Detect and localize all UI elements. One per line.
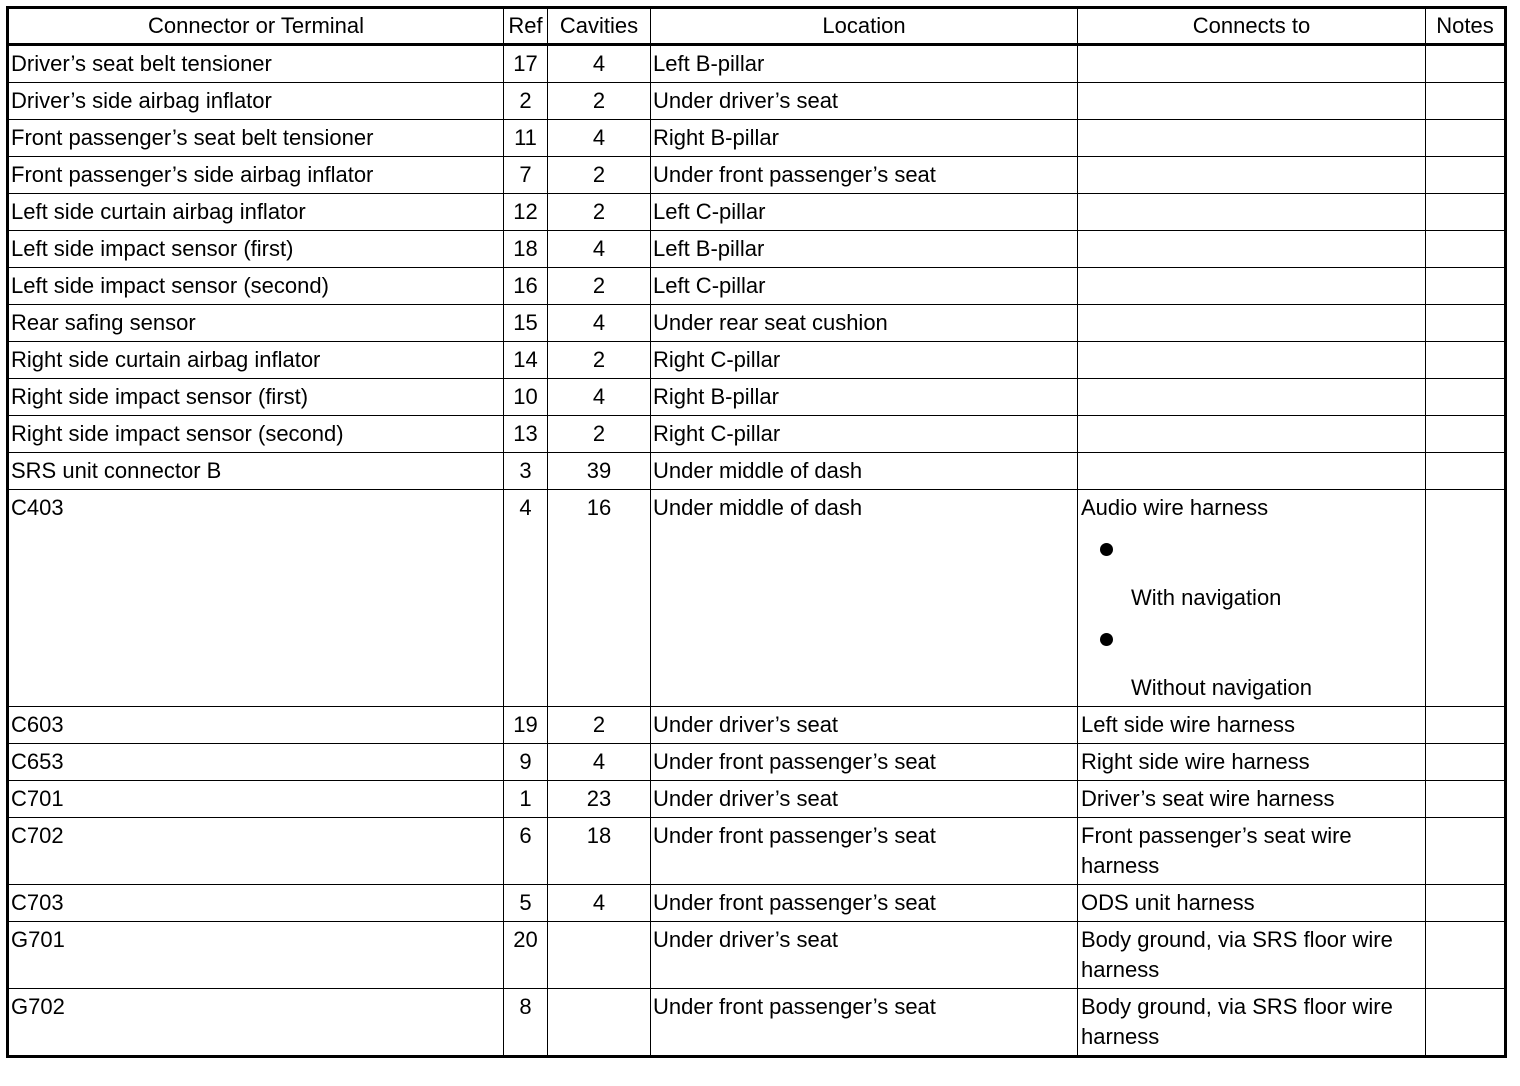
cell-ref: 2 [504,83,548,120]
cell-connector: Driver’s seat belt tensioner [8,45,504,83]
cell-location: Left C-pillar [651,194,1078,231]
cell-ref: 17 [504,45,548,83]
cell-ref: 16 [504,268,548,305]
cell-connector: C603 [8,707,504,744]
cell-notes [1426,120,1506,157]
cell-notes [1426,231,1506,268]
bullet-item [1081,633,1423,703]
cell-notes [1426,885,1506,922]
cell-notes [1426,305,1506,342]
cell-location: Under driver’s seat [651,922,1078,989]
cell-connects-to [1078,268,1426,305]
table-row [8,416,1506,453]
table-row [8,157,1506,194]
cell-cavities: 2 [548,268,651,305]
table-row [8,707,1506,744]
cell-ref: 4 [504,490,548,707]
cell-connects-to: Right side wire harness [1078,744,1426,781]
cell-connector: C701 [8,781,504,818]
cell-location: Under driver’s seat [651,707,1078,744]
cell-location: Right B-pillar [651,379,1078,416]
cell-ref: 15 [504,305,548,342]
table-row [8,305,1506,342]
cell-connects-to: Body ground, via SRS floor wire harness [1078,989,1426,1057]
cell-cavities: 4 [548,45,651,83]
cell-connector: Left side impact sensor (second) [8,268,504,305]
bullet-icon [1100,633,1113,646]
cell-location: Under driver’s seat [651,781,1078,818]
cell-connects-to [1078,194,1426,231]
cell-location: Left B-pillar [651,45,1078,83]
connects-to-text: Audio wire harness [1081,495,1269,520]
cell-connector: C653 [8,744,504,781]
cell-connector: C403 [8,490,504,707]
cell-cavities: 16 [548,490,651,707]
cell-cavities: 2 [548,707,651,744]
cell-connector: G701 [8,922,504,989]
table-row [8,885,1506,922]
cell-connector: SRS unit connector B [8,453,504,490]
cell-connector: Front passenger’s side airbag inflator [8,157,504,194]
table-row [8,744,1506,781]
table-row [8,342,1506,379]
cell-location: Left B-pillar [651,231,1078,268]
cell-cavities: 4 [548,885,651,922]
header-location: Location [651,8,1078,45]
cell-connects-to [1078,231,1426,268]
cell-connects-to: Body ground, via SRS floor wire harness [1078,922,1426,989]
table-row [8,194,1506,231]
cell-connector: Rear safing sensor [8,305,504,342]
cell-notes [1426,342,1506,379]
cell-connects-to [1078,416,1426,453]
cell-connects-to: Front passenger’s seat wire harness [1078,818,1426,885]
cell-ref: 11 [504,120,548,157]
table-row [8,989,1506,1057]
cell-notes [1426,45,1506,83]
table-row [8,231,1506,268]
cell-notes [1426,416,1506,453]
table-row [8,922,1506,989]
cell-location: Under rear seat cushion [651,305,1078,342]
cell-cavities: 2 [548,83,651,120]
cell-connects-to [1078,342,1426,379]
table-row [8,781,1506,818]
cell-cavities [548,922,651,989]
cell-cavities: 4 [548,305,651,342]
bullet-text: With navigation [1131,585,1282,610]
table-header [8,8,1506,45]
cell-ref: 3 [504,453,548,490]
cell-connects-to [1078,83,1426,120]
cell-notes [1426,989,1506,1057]
cell-connects-to [1078,45,1426,83]
cell-connects-to: Driver’s seat wire harness [1078,781,1426,818]
connects-to-bullet-list [1081,543,1423,703]
cell-ref: 6 [504,818,548,885]
cell-ref: 14 [504,342,548,379]
cell-connects-to: ODS unit harness [1078,885,1426,922]
cell-cavities: 4 [548,744,651,781]
cell-location: Under front passenger’s seat [651,744,1078,781]
header-connects-to: Connects to [1078,8,1426,45]
table-row [8,379,1506,416]
cell-cavities: 4 [548,379,651,416]
cell-notes [1426,157,1506,194]
cell-ref: 20 [504,922,548,989]
cell-connector: Front passenger’s seat belt tensioner [8,120,504,157]
cell-connector: Driver’s side airbag inflator [8,83,504,120]
table-row [8,45,1506,83]
cell-location: Under middle of dash [651,453,1078,490]
header-notes: Notes [1426,8,1506,45]
cell-connector: Right side impact sensor (first) [8,379,504,416]
cell-connects-to [1078,157,1426,194]
cell-cavities: 23 [548,781,651,818]
cell-notes [1426,922,1506,989]
cell-connects-to [1078,490,1426,707]
cell-location: Under front passenger’s seat [651,885,1078,922]
cell-cavities: 4 [548,120,651,157]
cell-location: Left C-pillar [651,268,1078,305]
cell-ref: 10 [504,379,548,416]
cell-connector: C702 [8,818,504,885]
table-row [8,268,1506,305]
cell-connects-to [1078,379,1426,416]
cell-connects-to: Left side wire harness [1078,707,1426,744]
cell-location: Under front passenger’s seat [651,157,1078,194]
cell-connector: C703 [8,885,504,922]
cell-notes [1426,818,1506,885]
cell-cavities: 2 [548,194,651,231]
cell-notes [1426,268,1506,305]
table-row [8,818,1506,885]
cell-notes [1426,379,1506,416]
table-row [8,453,1506,490]
cell-cavities: 18 [548,818,651,885]
bullet-icon [1100,543,1113,556]
cell-cavities: 4 [548,231,651,268]
cell-connects-to [1078,305,1426,342]
cell-ref: 18 [504,231,548,268]
cell-ref: 5 [504,885,548,922]
cell-ref: 1 [504,781,548,818]
cell-cavities: 2 [548,342,651,379]
cell-cavities: 39 [548,453,651,490]
bullet-text: Without navigation [1131,675,1312,700]
cell-ref: 9 [504,744,548,781]
cell-location: Right C-pillar [651,416,1078,453]
cell-cavities: 2 [548,416,651,453]
header-connector: Connector or Terminal [8,8,504,45]
cell-location: Right C-pillar [651,342,1078,379]
header-cavities: Cavities [548,8,651,45]
cell-location: Under driver’s seat [651,83,1078,120]
cell-connector: Right side impact sensor (second) [8,416,504,453]
bullet-item [1081,543,1423,613]
cell-ref: 8 [504,989,548,1057]
table-row [8,83,1506,120]
cell-ref: 13 [504,416,548,453]
cell-notes [1426,453,1506,490]
cell-notes [1426,83,1506,120]
cell-notes [1426,707,1506,744]
table-body [8,45,1506,1057]
cell-notes [1426,194,1506,231]
cell-location: Under middle of dash [651,490,1078,707]
cell-connects-to [1078,120,1426,157]
cell-connector: Left side impact sensor (first) [8,231,504,268]
table-row [8,490,1506,707]
cell-ref: 7 [504,157,548,194]
cell-ref: 19 [504,707,548,744]
cell-connector: Right side curtain airbag inflator [8,342,504,379]
cell-location: Under front passenger’s seat [651,989,1078,1057]
table-row [8,120,1506,157]
header-row [8,8,1506,45]
cell-cavities: 2 [548,157,651,194]
cell-location: Right B-pillar [651,120,1078,157]
cell-location: Under front passenger’s seat [651,818,1078,885]
cell-notes [1426,490,1506,707]
cell-cavities [548,989,651,1057]
cell-connector: Left side curtain airbag inflator [8,194,504,231]
header-ref: Ref [504,8,548,45]
cell-connects-to [1078,453,1426,490]
connector-table [6,6,1507,1058]
cell-connector: G702 [8,989,504,1057]
cell-ref: 12 [504,194,548,231]
cell-notes [1426,781,1506,818]
cell-notes [1426,744,1506,781]
